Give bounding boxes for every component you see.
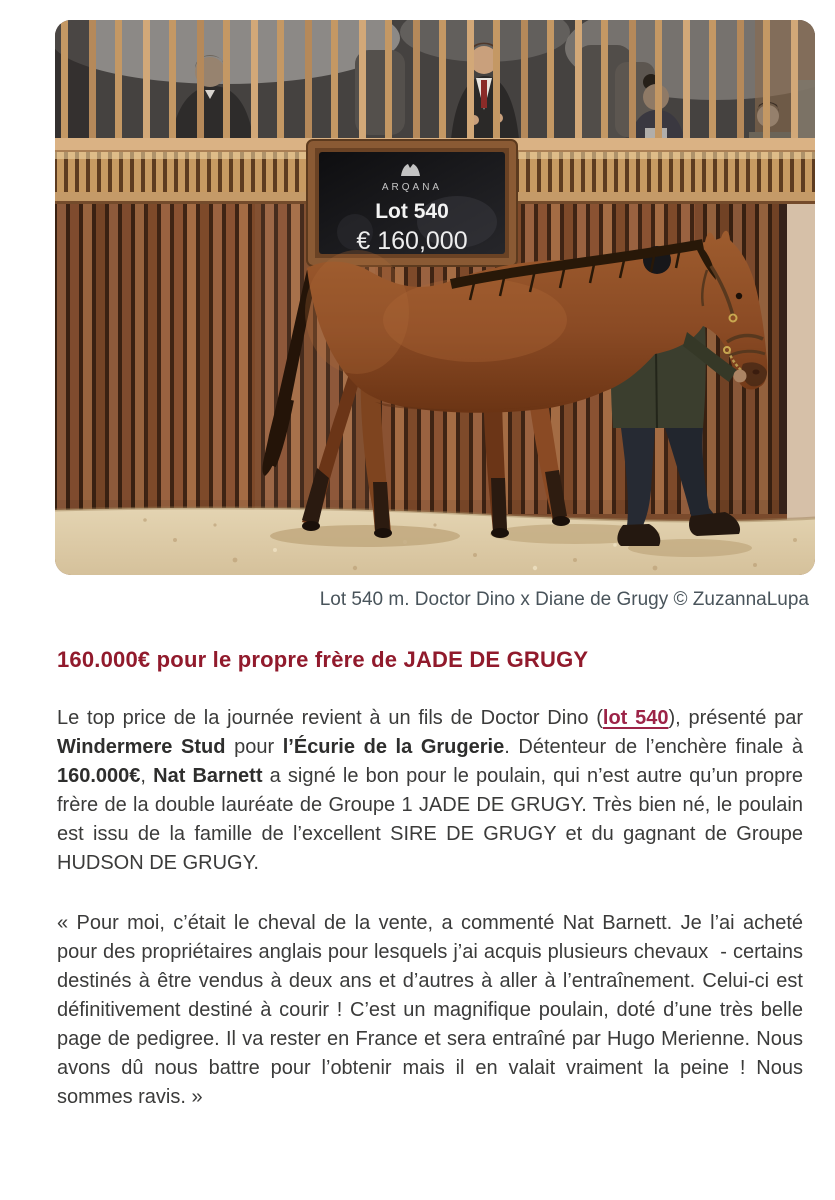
text-run: pour [225, 736, 283, 758]
bold-text: Windermere Stud [57, 736, 226, 758]
text-run: a signé le bon pour le poulain, qui n’est autre qu’un propre frère de la double lauréate de Groupe 1 JADE DE GRUGY. Très bien né, le poulain est issu de la famille de l’excellent SIRE DE GRUGY et du gagnant de Groupe HUDSON DE GRUGY. [57, 765, 803, 874]
board-lot-number: Lot 540 [375, 200, 449, 223]
lot-540-link[interactable]: lot 540 [602, 707, 669, 729]
sale-ring-illustration [55, 20, 815, 575]
bold-text: 160.000€ [57, 765, 141, 787]
article-body [57, 704, 803, 1112]
board-price: € 160,000 [356, 227, 468, 255]
text-run: « Pour moi, c’était le cheval de la vente, a commenté Nat Barnett. Je l’ai acheté pour des propriétaires anglais pour lesquels j’ai acquis plusieurs chevaux - certains destinés à être vendus à deux ans et d’autres à aller à l’entraînement. Celui-ci est définitivement destiné à courir ! C’est un magnifique poulain, doté d’une très belle page de pedigree. Il va rester en France et sera entraîné par Hugo Merienne. Nous avons dû nous battre pour l’obtenir mais il en valait vraiment la peine ! Nous sommes ravis. » [57, 912, 803, 1108]
paragraph-lead [57, 704, 803, 878]
bold-text: l’Écurie de la Grugerie [282, 736, 505, 758]
text-run: ), présenté par [668, 707, 804, 729]
text-run: , [140, 765, 154, 787]
paragraph-quote [57, 909, 803, 1112]
bold-text: Nat Barnett [153, 765, 263, 787]
auction-board [307, 140, 517, 266]
photo-caption: Lot 540 m. Doctor Dino x Diane de Grugy © ZuzannaLupa [319, 589, 809, 610]
board-brand: ARQANA [381, 182, 443, 193]
sale-ring-photo [55, 20, 815, 575]
article-headline: 160.000€ pour le propre frère de JADE DE GRUGY [57, 647, 589, 672]
text-run: Le top price de la journée revient à un fils de Doctor Dino ( [57, 707, 603, 729]
text-run: . Détenteur de l’enchère finale à [504, 736, 804, 758]
